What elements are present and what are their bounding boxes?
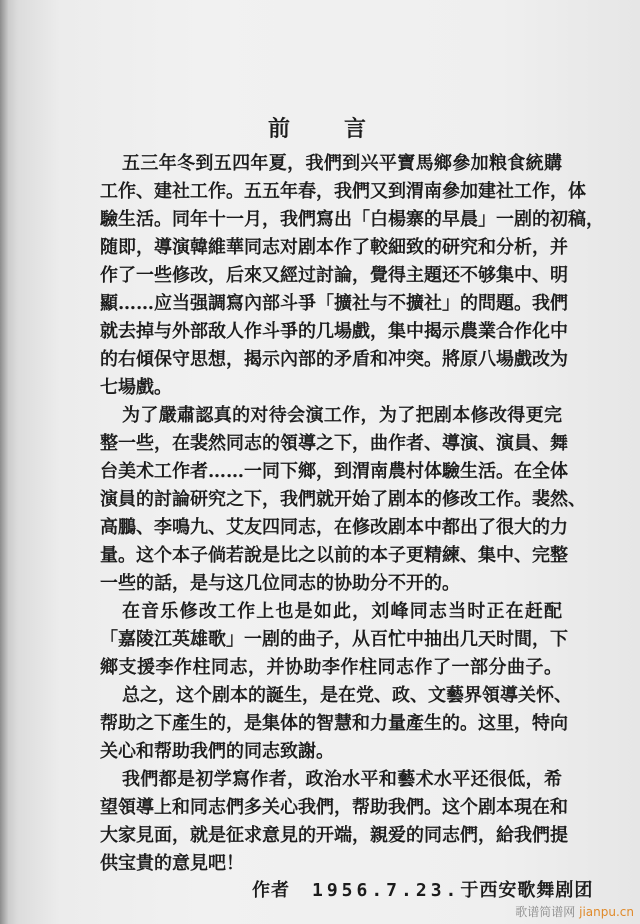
text-line: 高鵬、李鳴九、艾友四同志，在修改剧本中都出了很大的力: [100, 517, 568, 538]
signature-place: 于西安歌舞剧团: [460, 880, 594, 901]
text-line: 七場戲。: [100, 377, 172, 398]
text-line: 望領導上和同志們多关心我們，帮助我們。这个剧本現在和: [100, 797, 568, 818]
preface-body: [100, 150, 604, 878]
text-line: 大家見面，就是征求意見的开端，親爱的同志們，給我們提: [100, 825, 568, 846]
text-line: 驗生活。同年十一月，我們寫出「白楊寨的早晨」一剧的初稿，: [100, 209, 604, 230]
text-line: 的右傾保守思想，揭示內部的矛盾和冲突。將原八場戲改为: [100, 349, 568, 370]
text-line: 供宝貴的意見吧！: [100, 853, 244, 874]
watermark-url: jianpu.cn: [579, 905, 634, 919]
text-line: 演員的討論研究之下，我們就开始了剧本的修改工作。裴然、: [100, 489, 586, 510]
text-line: 「嘉陵江英雄歌」一剧的曲子，从百忙中抽出几天时間，下: [100, 629, 568, 650]
text-line: 总之，这个剧本的誕生，是在党、政、文藝界領導关怀、: [122, 685, 572, 706]
text-line: 作了一些修改，后來又經过討論，覺得主題还不够集中、明: [100, 265, 568, 286]
text-line: 就去掉与外部敌人作斗爭的几場戲，集中揭示農業合作化中: [100, 321, 568, 342]
text-line: 一些的話，是与这几位同志的协助分不开的。: [100, 573, 460, 594]
signature: [252, 876, 593, 902]
text-line: 工作、建社工作。五五年春，我們又到渭南參加建社工作，体: [100, 181, 586, 202]
signature-author: 作者: [252, 880, 290, 901]
text-line: 五三年冬到五四年夏，我們到兴平寶馬鄉參加粮食統購: [122, 153, 562, 174]
title-char-1: 前: [268, 116, 291, 142]
watermark: [515, 903, 634, 920]
text-line: 量。这个本子倘若說是比之以前的本子更精練、集中、完整: [100, 545, 568, 566]
title-char-2: 言: [344, 116, 367, 142]
text-line: 鄉支援李作柱同志，并协助李作柱同志作了一部分曲子。: [100, 657, 562, 678]
text-line: 顯……应当强調寫內部斗爭「擴社与不擴社」的問題。我們: [100, 293, 568, 314]
page-title: [0, 112, 640, 146]
text-line: 整一些，在裴然同志的領導之下，曲作者、導演、演員、舞: [100, 433, 568, 454]
text-line: 在音乐修改工作上也是如此，刘峰同志当时正在赶配: [122, 601, 562, 622]
signature-date: 1956.7.23.: [312, 880, 461, 901]
text-line: 我們都是初学寫作者，政治水平和藝术水平还很低，希: [122, 769, 562, 790]
text-line: 帮助之下產生的，是集体的智慧和力量產生的。这里，特向: [100, 713, 568, 734]
watermark-site: 歌谱简谱网: [515, 905, 576, 919]
text-line: 关心和帮助我們的同志致謝。: [100, 741, 334, 762]
text-line: 台美术工作者……一同下鄉，到渭南農村体驗生活。在全体: [100, 461, 568, 482]
text-line: 为了嚴肅認真的对待会演工作，为了把剧本修改得更完: [122, 405, 562, 426]
text-line: 随即，導演韓維華同志对剧本作了較細致的研究和分析，并: [100, 237, 568, 258]
